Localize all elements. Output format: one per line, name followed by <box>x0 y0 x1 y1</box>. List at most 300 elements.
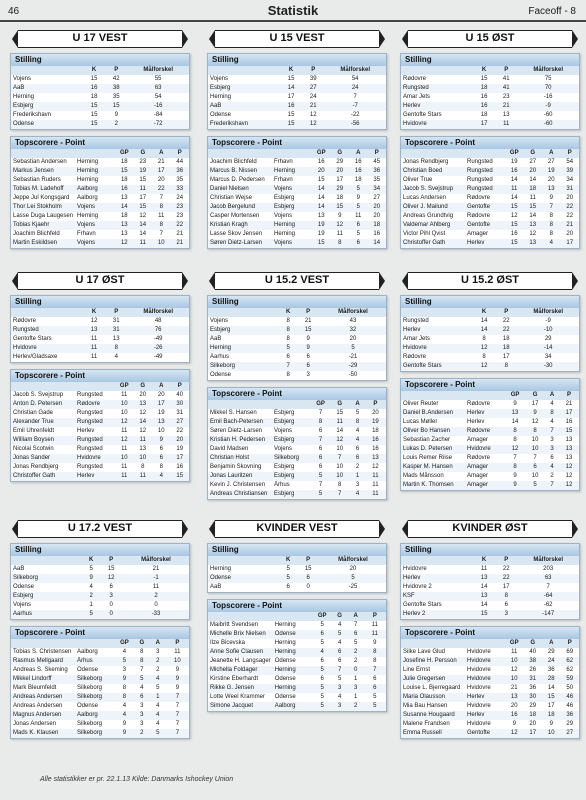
league-section <box>207 30 387 249</box>
table-cell: 18 <box>120 213 128 219</box>
table-cell: 15 <box>139 177 147 183</box>
table-cell: 8 <box>152 203 170 212</box>
table-cell: Esbjerg <box>272 436 312 445</box>
table-cell: Vojens <box>13 602 32 608</box>
table-row <box>401 702 579 711</box>
table-cell: 14 <box>529 213 537 219</box>
table-cell: Oliver Reuter <box>403 401 439 407</box>
table-cell: 5 <box>313 702 332 711</box>
table-cell: Christian Holst <box>208 454 272 463</box>
table-cell: 4 <box>122 703 127 709</box>
league-banner <box>12 520 188 538</box>
table-cell: 6 <box>364 684 386 693</box>
table-cell: 13 <box>317 213 325 219</box>
league-section <box>400 30 580 249</box>
table-cell: 15 <box>505 221 524 230</box>
table-cell: 11 <box>371 622 378 628</box>
table-cell: 19 <box>134 167 152 176</box>
table-cell: 15 <box>115 167 133 176</box>
table-cell: 6 <box>355 446 360 452</box>
table-cell: 11 <box>158 213 165 219</box>
table-row <box>208 344 386 353</box>
table-cell: Alexander True <box>11 418 75 427</box>
table-cell: 30 <box>524 693 543 702</box>
table-cell: Rødovre <box>467 195 491 201</box>
table-cell: 4 <box>140 685 144 691</box>
table-cell: Vojens <box>13 76 32 82</box>
table-cell: 13 <box>565 437 573 443</box>
table-cell: 8 <box>482 354 486 360</box>
table-cell: 0 <box>109 602 113 608</box>
table-row <box>401 239 579 248</box>
scorers-table <box>11 639 189 738</box>
table-cell: 69 <box>566 649 574 655</box>
table-row <box>208 666 386 675</box>
table-cell: 22 <box>171 221 190 230</box>
table-cell: 26 <box>529 667 537 673</box>
table-cell: 10 <box>505 657 524 666</box>
table-row <box>208 221 386 230</box>
table-cell: 8 <box>331 239 350 248</box>
table-cell: AaB <box>210 584 222 590</box>
column-header: K <box>473 556 495 565</box>
table-cell: 22 <box>495 326 517 335</box>
table-cell: 9 <box>152 436 171 445</box>
table-cell: 13 <box>565 455 573 461</box>
column-header: A <box>152 382 171 391</box>
table-cell: 7 <box>513 455 517 461</box>
table-cell: 6 <box>318 428 323 434</box>
table-cell: Rungsted <box>467 159 493 165</box>
table-cell: 6 <box>348 630 364 639</box>
table-cell: 6 <box>318 446 323 452</box>
table-cell: 3 <box>134 711 150 720</box>
table-row <box>401 601 579 610</box>
table-cell: 48 <box>154 318 162 324</box>
scorers-title: Topscorere - Point <box>208 137 386 149</box>
table-cell: 3 <box>355 482 360 488</box>
table-cell: 32 <box>320 326 386 335</box>
standings-box <box>10 53 190 130</box>
footer-note: Alle statistikker er pr. 22.1.13 Kilde: Danmarks Ishockey Union <box>40 776 234 783</box>
column-header: Målforskel <box>517 66 579 75</box>
table-cell: 3 <box>156 649 160 655</box>
table-cell: 35 <box>176 177 184 183</box>
league-section <box>10 520 190 739</box>
table-cell: -49 <box>153 336 163 342</box>
table-cell: -22 <box>350 112 360 118</box>
table-cell: 15 <box>473 610 495 619</box>
column-header: GP <box>505 391 525 400</box>
scorers-table <box>208 149 386 248</box>
column-header: A <box>152 149 170 158</box>
table-cell: 15 <box>287 76 295 82</box>
table-row <box>208 565 386 574</box>
column-header <box>272 149 312 158</box>
table-cell: 8 <box>312 418 329 427</box>
table-cell: 8 <box>549 213 553 219</box>
table-row <box>401 472 579 481</box>
table-cell: Rungsted <box>467 177 493 183</box>
table-row <box>401 344 579 353</box>
table-cell: Herning <box>75 167 115 176</box>
table-cell: 18 <box>495 344 517 353</box>
league-banner <box>209 272 385 290</box>
column-header <box>75 639 115 648</box>
column-header <box>401 308 473 317</box>
table-cell: 3 <box>332 702 348 711</box>
table-cell: Silkeborg <box>75 693 115 702</box>
table-cell: 20 <box>331 167 350 176</box>
table-cell: Hvidovre <box>401 120 473 129</box>
table-cell: 12 <box>559 481 579 490</box>
table-row <box>208 176 386 185</box>
table-cell: Amar Jets <box>403 94 431 100</box>
table-cell: 13 <box>473 592 495 601</box>
table-row <box>208 454 386 463</box>
table-cell: 6 <box>312 454 329 463</box>
table-cell: 11 <box>355 213 362 219</box>
table-cell: 6 <box>350 454 365 463</box>
column-header: G <box>524 149 543 158</box>
table-cell: 15 <box>83 120 105 129</box>
table-row <box>11 454 189 463</box>
table-cell: 11 <box>495 120 517 129</box>
standings-table <box>401 66 579 129</box>
table-cell: 5 <box>280 574 296 583</box>
table-cell: Markus Jensen <box>11 167 75 176</box>
table-cell: 15 <box>542 693 561 702</box>
standings-box <box>10 295 190 363</box>
table-cell: 16 <box>473 102 495 111</box>
table-cell: 8 <box>505 427 525 436</box>
table-row <box>401 194 579 203</box>
table-cell: Christian Boed <box>401 167 465 176</box>
table-row <box>11 463 189 472</box>
table-cell: 59 <box>561 675 580 684</box>
column-header: K <box>83 308 105 317</box>
table-cell: 2 <box>105 120 127 129</box>
scorers-title: Topscorere - Point <box>208 600 386 612</box>
table-row <box>401 203 579 212</box>
table-cell: 19 <box>365 418 386 427</box>
table-cell: 13 <box>505 409 525 418</box>
table-cell: 18 <box>524 185 543 194</box>
table-cell: 16 <box>510 231 518 237</box>
table-cell: 2 <box>355 464 360 470</box>
column-header: P <box>561 149 580 158</box>
table-row <box>208 574 386 583</box>
column-header: G <box>331 149 350 158</box>
table-cell: 13 <box>134 400 153 409</box>
table-cell: 13 <box>120 231 128 237</box>
table-cell: 9 <box>306 336 310 342</box>
table-cell: Valdemar Ahlberg <box>401 221 465 230</box>
table-row <box>11 84 189 93</box>
table-cell: 15 <box>83 102 105 111</box>
column-header: Målforskel <box>517 556 579 565</box>
table-cell: Herning <box>274 640 296 646</box>
table-row <box>208 102 386 111</box>
table-cell: 11 <box>134 472 153 481</box>
table-cell: 4 <box>545 463 559 472</box>
table-cell: Vojens <box>272 185 312 194</box>
table-cell: 7 <box>533 455 537 461</box>
table-cell: 29 <box>547 649 555 655</box>
table-row <box>401 212 579 221</box>
table-cell: 6 <box>296 574 320 583</box>
table-cell: Esbjerg <box>11 592 83 601</box>
table-cell: 38 <box>105 84 127 93</box>
table-cell: Jacob Bergelund <box>208 203 272 212</box>
table-row <box>401 648 579 657</box>
table-cell: 11 <box>529 195 536 201</box>
table-cell: 11 <box>83 344 105 353</box>
table-cell: Herlev <box>465 239 505 248</box>
standings-title: Stilling <box>11 296 189 308</box>
table-cell: -14 <box>517 344 579 353</box>
standings-table <box>401 308 579 371</box>
table-cell: 18 <box>336 195 344 201</box>
table-cell: Aalborg <box>75 185 115 194</box>
column-header <box>208 556 280 565</box>
column-header: A <box>542 639 561 648</box>
table-cell: Odense <box>274 658 296 664</box>
table-cell: Josefine H. Persson <box>401 657 465 666</box>
table-cell: 8 <box>495 592 517 601</box>
table-cell: 5 <box>150 729 166 738</box>
scorers-box <box>207 136 387 249</box>
table-cell: 5 <box>89 566 93 572</box>
table-cell: Hvidovre <box>465 675 505 684</box>
column-header: P <box>495 308 517 317</box>
table-cell: Gentofte Stars <box>13 336 52 342</box>
table-cell: 27 <box>561 729 580 738</box>
table-cell: 5 <box>313 684 332 693</box>
table-cell: Marcus D. Pedersen <box>210 177 265 183</box>
table-cell: 8 <box>152 221 170 230</box>
scorers-header-row <box>11 382 189 391</box>
table-cell: -25 <box>348 584 358 590</box>
table-cell: Tobias Kjaehr <box>11 221 75 230</box>
table-cell: Mikkel S. Hansen <box>210 410 257 416</box>
table-row <box>11 344 189 353</box>
table-cell: 34 <box>544 354 552 360</box>
banner-right-arrow <box>379 30 385 48</box>
table-row <box>208 693 386 702</box>
table-cell: 3 <box>495 610 517 619</box>
table-cell: 55 <box>154 76 162 82</box>
table-cell: Rødovre <box>467 455 491 461</box>
table-row <box>11 120 189 129</box>
table-cell: Sebastian Andersen <box>13 159 67 165</box>
table-cell: 10 <box>152 239 170 248</box>
table-cell: 16 <box>373 231 381 237</box>
table-cell: Herning <box>210 566 232 572</box>
table-cell: 27 <box>373 195 381 201</box>
column-header: Målforskel <box>127 66 189 75</box>
table-cell: 4 <box>122 649 127 655</box>
table-cell: 6 <box>159 446 163 452</box>
table-cell: 3 <box>122 667 127 673</box>
table-cell: 10 <box>531 473 539 479</box>
table-cell: KSF <box>401 592 473 601</box>
league-section <box>400 272 580 491</box>
table-row <box>11 176 189 185</box>
table-row <box>208 335 386 344</box>
column-header: K <box>280 308 296 317</box>
table-cell: 11 <box>121 446 128 452</box>
league-title: KVINDER ØST <box>408 520 572 538</box>
table-row <box>401 75 579 84</box>
table-cell: 17 <box>139 195 147 201</box>
table-cell: Rungsted <box>75 436 115 445</box>
table-cell: Odense <box>210 372 232 378</box>
table-cell: 15 <box>107 566 115 572</box>
scorers-header-row <box>208 149 386 158</box>
table-cell: 5 <box>312 472 329 481</box>
table-cell: Vojens <box>274 428 293 434</box>
table-cell: 0 <box>348 666 364 675</box>
table-cell: 23 <box>139 159 147 165</box>
table-cell: Herlev <box>401 326 473 335</box>
table-cell: Andreas Grundtvig <box>403 213 454 219</box>
table-cell: 30 <box>171 400 190 409</box>
table-row <box>208 239 386 248</box>
table-cell: 11 <box>505 185 524 194</box>
table-cell: Aalborg <box>273 702 313 711</box>
table-cell: 16 <box>83 84 105 93</box>
table-cell: 5 <box>332 630 348 639</box>
table-cell: Tobias S. Christensen <box>13 649 72 655</box>
table-cell: Esbjerg <box>208 84 280 93</box>
table-cell: 5 <box>313 666 332 675</box>
table-cell: Kristian Kragh <box>208 221 272 230</box>
table-cell: Christoffer Gath <box>401 239 465 248</box>
table-cell: 4 <box>550 419 554 425</box>
table-row <box>208 472 386 481</box>
column-header: P <box>368 149 387 158</box>
table-row <box>401 592 579 601</box>
column-header: GP <box>505 149 524 158</box>
table-row <box>208 317 386 326</box>
column-header: A <box>150 639 166 648</box>
table-cell: Rødovre <box>403 76 427 82</box>
table-cell: 23 <box>176 213 184 219</box>
table-row <box>208 84 386 93</box>
table-row <box>208 409 386 418</box>
table-cell: 20 <box>547 177 555 183</box>
table-cell: Michella Foldager <box>208 666 273 675</box>
table-cell: 17 <box>152 167 170 176</box>
table-cell: 2 <box>83 592 99 601</box>
table-cell: 6 <box>550 455 554 461</box>
table-cell: 9 <box>166 675 189 684</box>
scorers-table <box>11 149 189 248</box>
table-row <box>401 84 579 93</box>
table-cell: 7 <box>312 436 329 445</box>
table-row <box>208 353 386 362</box>
table-cell: Aalborg <box>77 195 98 201</box>
table-cell: 12 <box>565 473 573 479</box>
table-cell: 31 <box>105 326 127 335</box>
table-row <box>401 335 579 344</box>
table-cell: 8 <box>286 336 290 342</box>
table-cell: Jeppe Jul Kongsgard <box>13 195 70 201</box>
table-row <box>11 693 189 702</box>
scorers-title: Topscorere - Point <box>401 137 579 149</box>
table-row <box>401 610 579 619</box>
table-cell: 21 <box>157 159 165 165</box>
column-header: P <box>171 149 190 158</box>
table-cell: Jonas Lauritzen <box>208 472 272 481</box>
table-cell: 8 <box>513 437 517 443</box>
table-cell: 9 <box>115 729 134 738</box>
column-header <box>272 400 312 409</box>
league-section <box>10 30 190 249</box>
standings-header-row <box>11 66 189 75</box>
table-row <box>11 702 189 711</box>
table-cell: 33 <box>171 185 190 194</box>
table-cell: 4 <box>115 711 134 720</box>
table-cell: Susanne Hougaard <box>401 711 465 720</box>
table-cell: 16 <box>372 446 379 452</box>
table-cell: 11 <box>365 490 386 499</box>
table-cell: Thor Lei Stokholm <box>11 203 75 212</box>
table-cell: 20 <box>368 203 387 212</box>
table-cell: 6 <box>313 630 332 639</box>
table-cell: 22 <box>561 203 580 212</box>
table-cell: Aarhus <box>210 354 230 360</box>
table-cell: Hvidovre <box>403 566 427 572</box>
table-cell: 12 <box>115 436 134 445</box>
table-cell: 40 <box>529 649 537 655</box>
table-cell: 4 <box>89 584 93 590</box>
table-cell: 12 <box>139 428 147 434</box>
table-cell: 3 <box>140 721 144 727</box>
table-cell: 21 <box>171 239 190 248</box>
table-cell: 20 <box>372 410 379 416</box>
table-cell: 27 <box>302 84 324 93</box>
table-cell: Rødovre <box>467 401 491 407</box>
table-row <box>401 574 579 583</box>
table-cell: -60 <box>517 120 579 129</box>
standings-box <box>400 543 580 620</box>
table-cell: 8 <box>364 648 386 657</box>
table-cell: 13 <box>139 446 147 452</box>
standings-box <box>207 53 387 130</box>
table-cell: -72 <box>127 120 189 129</box>
table-cell: 5 <box>312 490 329 499</box>
table-row <box>11 574 189 583</box>
column-header: GP <box>115 639 134 648</box>
table-cell: 14 <box>139 231 147 237</box>
table-cell: Odense <box>208 574 280 583</box>
scorers-box <box>400 136 580 249</box>
table-row <box>11 565 189 574</box>
table-cell: Herlev 2 <box>401 610 473 619</box>
league-banner <box>402 520 578 538</box>
table-row <box>208 657 386 666</box>
table-cell: 8 <box>482 336 486 342</box>
scorers-header-row <box>401 391 579 400</box>
table-row <box>208 185 386 194</box>
standings-box <box>400 295 580 372</box>
scorers-title: Topscorere - Point <box>11 627 189 639</box>
table-cell: Vojens <box>274 213 293 219</box>
table-cell: -60 <box>543 112 553 118</box>
table-cell: 36 <box>547 667 555 673</box>
